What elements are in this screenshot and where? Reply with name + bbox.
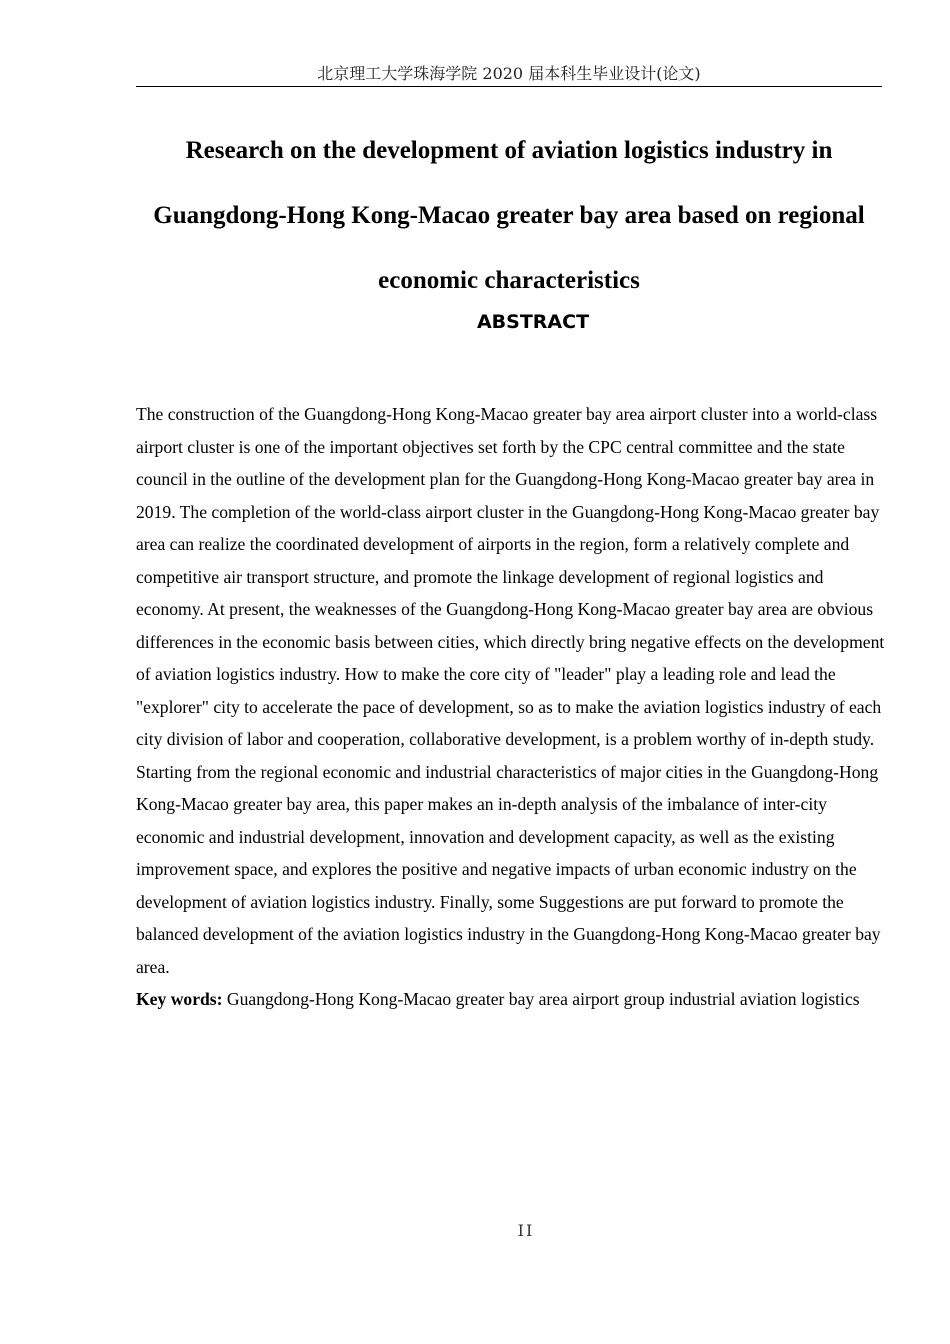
header-rule [136,86,882,87]
keywords-text: Guangdong-Hong Kong-Macao greater bay area airport group industrial aviation logistics [222,989,860,1009]
running-header: 北京理工大学珠海学院 2020 届本科生毕业设计(论文) [317,64,701,83]
paper-title-line-2: Guangdong-Hong Kong-Macao greater bay area based on regional [153,202,865,229]
paper-title-line-1: Research on the development of aviation logistics industry in [185,137,833,164]
paper-title [136,118,882,313]
abstract-section [136,398,888,1015]
abstract-heading: ABSTRACT [476,311,590,333]
keywords-line [136,983,888,1015]
abstract-body: The construction of the Guangdong-Hong Kong-Macao greater bay area airport cluster into a world-class airport cluster is one of the important objectives set forth by the CPC central committee and the state council in the outline of the development plan for the Guangdong-Hong Kong-Macao greater bay area in 2019. The completion of the world-class airport cluster in the Guangdong-Hong Kong-Macao greater bay area can realize the coordinated development of airports in the region, form a relatively complete and competitive air transport structure, and promote the linkage development of regional logistics and economy. At present, the weaknesses of the Guangdong-Hong Kong-Macao greater bay area are obvious differences in the economic basis between cities, which directly bring negative effects on the development of aviation logistics industry. How to make the core city of "leader" play a leading role and lead the "explorer" city to accelerate the pace of development, so as to make the aviation logistics industry of each city division of labor and cooperation, collaborative development, is a problem worthy of in-depth study. Starting from the regional economic and industrial characteristics of major cities in the Guangdong-Hong Kong-Macao greater bay area, this paper makes an in-depth analysis of the imbalance of inter-city economic and industrial development, innovation and development capacity, as well as the existing improvement space, and explores the positive and negative impacts of urban economic industry on the development of aviation logistics industry. Finally, some Suggestions are put forward to promote the balanced development of the aviation logistics industry in the Guangdong-Hong Kong-Macao greater bay area. [136,404,885,977]
paper-title-line-3: economic characteristics [378,267,640,294]
keywords-label: Key words: [136,989,223,1009]
page-number: II [517,1221,535,1240]
